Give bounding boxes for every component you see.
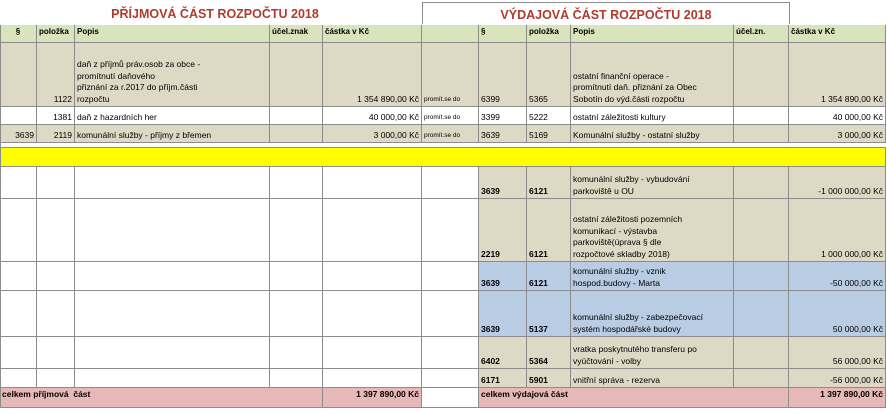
empty-income-cell[interactable] [323,337,422,369]
income-paragraph-cell[interactable] [0,107,37,125]
expense-amount-cell[interactable]: 56 000,00 Kč [789,337,886,369]
empty-income-cell[interactable] [422,167,479,199]
expense-section-title: VÝDAJOVÁ ČÁST ROZPOČTU 2018 [422,2,790,24]
empty-income-cell[interactable] [422,262,479,291]
empty-link-cell[interactable] [422,388,479,408]
empty-income-cell[interactable] [422,369,479,388]
income-header-item[interactable]: položka [37,25,75,43]
expense-header-description[interactable]: Popis [571,25,734,43]
expense-description-cell[interactable]: Komunální služby - ostatní služby [571,125,734,143]
empty-income-cell[interactable] [37,199,75,262]
empty-income-cell[interactable] [323,369,422,388]
link-cell[interactable]: promít.se do [422,107,479,125]
empty-income-cell[interactable] [37,291,75,337]
income-purpose-cell[interactable] [270,43,323,107]
expense-item-cell[interactable]: 5222 [527,107,571,125]
expense-purpose-cell[interactable] [734,125,789,143]
income-description-cell[interactable]: komunální služby - příjmy z břemen [75,125,270,143]
income-amount-cell[interactable]: 1 354 890,00 Kč [323,43,422,107]
income-amount-cell[interactable]: 3 000,00 Kč [323,125,422,143]
expense-amount-cell[interactable]: -50 000,00 Kč [789,262,886,291]
expense-description-cell[interactable]: vratka poskytnutého transferu po vyúčtování - volby [571,337,734,369]
expense-purpose-cell[interactable] [734,262,789,291]
income-paragraph-cell[interactable] [0,43,37,107]
expense-purpose-cell[interactable] [734,167,789,199]
expense-item-cell[interactable]: 5137 [527,291,571,337]
income-paragraph-cell[interactable]: 3639 [0,125,37,143]
empty-income-cell[interactable] [0,291,37,337]
empty-income-cell[interactable] [75,291,270,337]
expense-header-purpose[interactable]: účel.zn. [734,25,789,43]
expense-item-cell[interactable]: 5364 [527,337,571,369]
empty-income-cell[interactable] [37,337,75,369]
empty-income-cell[interactable] [323,199,422,262]
expense-description-cell[interactable]: vnitřní správa - rezerva [571,369,734,388]
expense-paragraph-cell[interactable]: 3639 [479,125,527,143]
expense-amount-cell[interactable]: 1 354 890,00 Kč [789,43,886,107]
empty-income-cell[interactable] [75,369,270,388]
expense-amount-cell[interactable]: -1 000 000,00 Kč [789,167,886,199]
expense-paragraph-cell[interactable]: 3639 [479,291,527,337]
income-header-paragraph[interactable]: § [0,25,37,43]
expense-item-cell[interactable]: 5365 [527,43,571,107]
income-header-amount[interactable]: částka v Kč [323,25,422,43]
expense-amount-cell[interactable]: 1 000 000,00 Kč [789,199,886,262]
empty-income-cell[interactable] [75,337,270,369]
expense-item-cell[interactable]: 6121 [527,262,571,291]
empty-income-cell[interactable] [422,291,479,337]
income-description-cell[interactable]: daň z hazardních her [75,107,270,125]
expense-description-cell[interactable]: ostatní finanční operace - promítnutí daň. přiznání za Obec Sobotín do výd.části rozpočtu [571,43,734,107]
table-left-border [0,25,1,408]
income-header-purpose[interactable]: účel.znak [270,25,323,43]
expense-description-cell[interactable]: ostatní záležitosti kultury [571,107,734,125]
expense-total-label[interactable]: celkem výdajová část [479,388,789,408]
income-section-title: PŘÍJMOVÁ ČÁST ROZPOČTU 2018 [111,7,319,21]
expense-description-cell[interactable]: komunální služby - zabezpečovací systém hospodářské budovy [571,291,734,337]
expense-purpose-cell[interactable] [734,337,789,369]
link-cell[interactable]: promít.se do [422,43,479,107]
empty-income-cell[interactable] [270,291,323,337]
expense-header-paragraph[interactable]: § [479,25,527,43]
empty-income-cell[interactable] [0,337,37,369]
empty-income-cell[interactable] [75,167,270,199]
empty-income-cell[interactable] [0,199,37,262]
income-description-cell[interactable]: daň z příjmů práv.osob za obce - promítnutí daňového přiznání za r.2017 do příjm.části rozpočtu [75,43,270,107]
expense-total-value[interactable]: 1 397 890,00 Kč [789,388,886,408]
expense-paragraph-cell[interactable]: 6171 [479,369,527,388]
expense-paragraph-cell[interactable]: 6402 [479,337,527,369]
expense-description-cell[interactable]: ostatní záležitosti pozemních komunikací - výstavba parkoviště(úprava § dle rozpočtové skladby 2018) [571,199,734,262]
income-header-description[interactable]: Popis [75,25,270,43]
expense-paragraph-cell[interactable]: 3639 [479,167,527,199]
expense-paragraph-cell[interactable]: 2219 [479,199,527,262]
empty-income-cell[interactable] [422,337,479,369]
empty-income-cell[interactable] [422,199,479,262]
expense-purpose-cell[interactable] [734,199,789,262]
empty-income-cell[interactable] [0,262,37,291]
expense-paragraph-cell[interactable]: 3639 [479,262,527,291]
empty-income-cell[interactable] [0,167,37,199]
empty-income-cell[interactable] [270,167,323,199]
expense-header-item[interactable]: položka [527,25,571,43]
highlight-separator-row[interactable] [0,147,886,167]
income-purpose-cell[interactable] [270,125,323,143]
expense-item-cell[interactable]: 5901 [527,369,571,388]
empty-income-cell[interactable] [323,291,422,337]
expense-purpose-cell[interactable] [734,369,789,388]
empty-income-cell[interactable] [270,199,323,262]
expense-purpose-cell[interactable] [734,107,789,125]
income-amount-cell[interactable]: 40 000,00 Kč [323,107,422,125]
link-cell[interactable]: promít.se do [422,125,479,143]
income-total-value[interactable]: 1 397 890,00 Kč [323,388,422,408]
empty-income-cell[interactable] [270,337,323,369]
expense-item-cell[interactable]: 6121 [527,167,571,199]
expense-amount-cell[interactable]: -56 000,00 Kč [789,369,886,388]
empty-income-cell[interactable] [75,199,270,262]
empty-income-cell[interactable] [37,262,75,291]
empty-income-cell[interactable] [37,369,75,388]
expense-description-cell[interactable]: komunální služby - vznik hospod.budovy - Marta [571,262,734,291]
link-header[interactable] [422,25,479,43]
empty-income-cell[interactable] [323,167,422,199]
empty-income-cell[interactable] [0,369,37,388]
expense-amount-cell[interactable]: 50 000,00 Kč [789,291,886,337]
empty-income-cell[interactable] [75,262,270,291]
expense-description-cell[interactable]: komunální služby - vybudování parkoviště u OU [571,167,734,199]
expense-item-cell[interactable]: 6121 [527,199,571,262]
income-item-cell[interactable]: 2119 [37,125,75,143]
income-item-cell[interactable]: 1122 [37,43,75,107]
expense-purpose-cell[interactable] [734,43,789,107]
expense-paragraph-cell[interactable]: 6399 [479,43,527,107]
empty-income-cell[interactable] [270,369,323,388]
expense-paragraph-cell[interactable]: 3399 [479,107,527,125]
expense-item-cell[interactable]: 5169 [527,125,571,143]
expense-header-amount[interactable]: částka v Kč [789,25,886,43]
expense-amount-cell[interactable]: 3 000,00 Kč [789,125,886,143]
empty-income-cell[interactable] [270,262,323,291]
empty-income-cell[interactable] [323,262,422,291]
income-total-label[interactable]: celkem příjmová část [0,388,323,408]
expense-purpose-cell[interactable] [734,291,789,337]
income-purpose-cell[interactable] [270,107,323,125]
empty-income-cell[interactable] [37,167,75,199]
income-item-cell[interactable]: 1381 [37,107,75,125]
expense-amount-cell[interactable]: 40 000,00 Kč [789,107,886,125]
